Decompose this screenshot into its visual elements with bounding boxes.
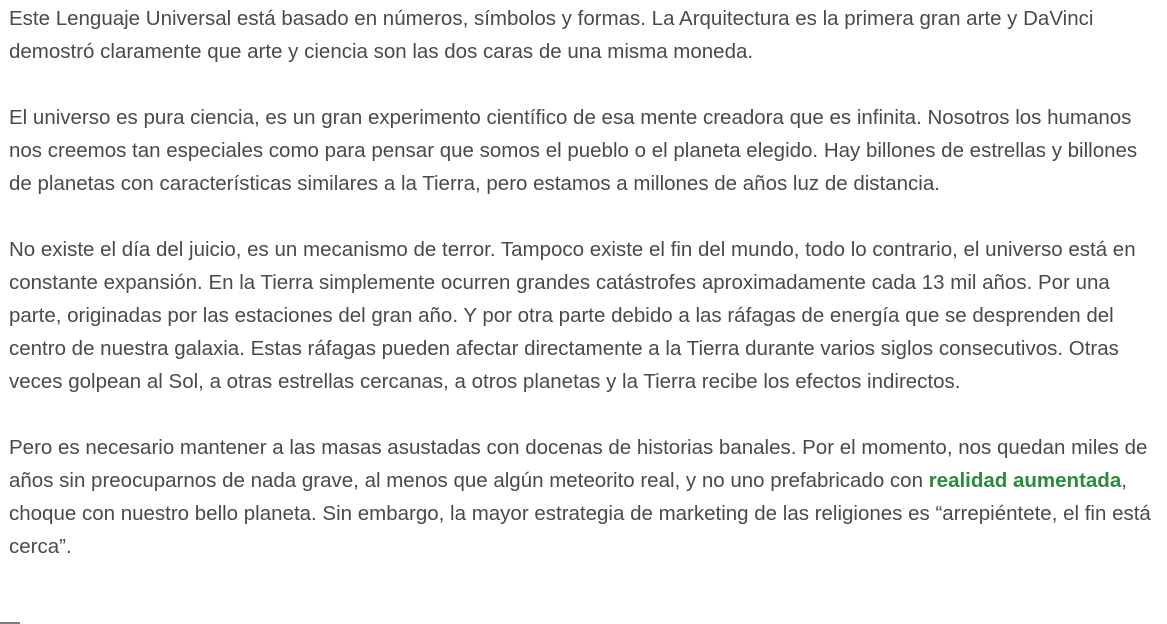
paragraph-1: Este Lenguaje Universal está basado en números, símbolos y formas. La Arquitectura es la primera gran arte y DaVinci demostró claramente que arte y ciencia son las dos caras de una misma moneda. — [9, 7, 1094, 63]
realidad-aumentada-link[interactable]: realidad aumentada — [928, 469, 1122, 492]
paragraph-4-text-before: Pero es necesario mantener a las masas asustadas con docenas de historias banales. Por el momento, nos quedan miles de años sin preocuparnos de nada grave, al menos que algún meteorito real, y no uno prefabricado con — [9, 436, 1148, 492]
paragraph-2: El universo es pura ciencia, es un gran experimento científico de esa mente creadora que es infinita. Nosotros los humanos nos creemos tan especiales como para pensar que somos el pueblo o el planeta elegido. Hay billones de estrellas y billones de planetas con características similares a la Tierra, pero estamos a millones de años luz de distancia. — [9, 106, 1138, 195]
paragraph-4 — [9, 431, 1159, 563]
paragraph-3: No existe el día del juicio, es un mecanismo de terror. Tampoco existe el fin del mundo, todo lo contrario, el universo está en constante expansión. En la Tierra simplemente ocurren grandes catástrofes aproximadamente cada 13 mil años. Por una parte, originadas por las estaciones del gran año. Y por otra parte debido a las ráfagas de energía que se desprenden del centro de nuestra galaxia. Estas ráfagas pueden afectar directamente a la Tierra durante varios siglos consecutivos. Otras veces golpean al Sol, a otras estrellas cercanas, a otros planetas y la Tierra recibe los efectos indirectos. — [9, 238, 1136, 393]
paragraph-4-text-after: , choque con nuestro bello planeta. Sin embargo, la mayor estrategia de marketing de las religiones es “arrepiéntete, el fin está cerca”. — [9, 469, 1151, 558]
article-body — [9, 2, 1159, 563]
